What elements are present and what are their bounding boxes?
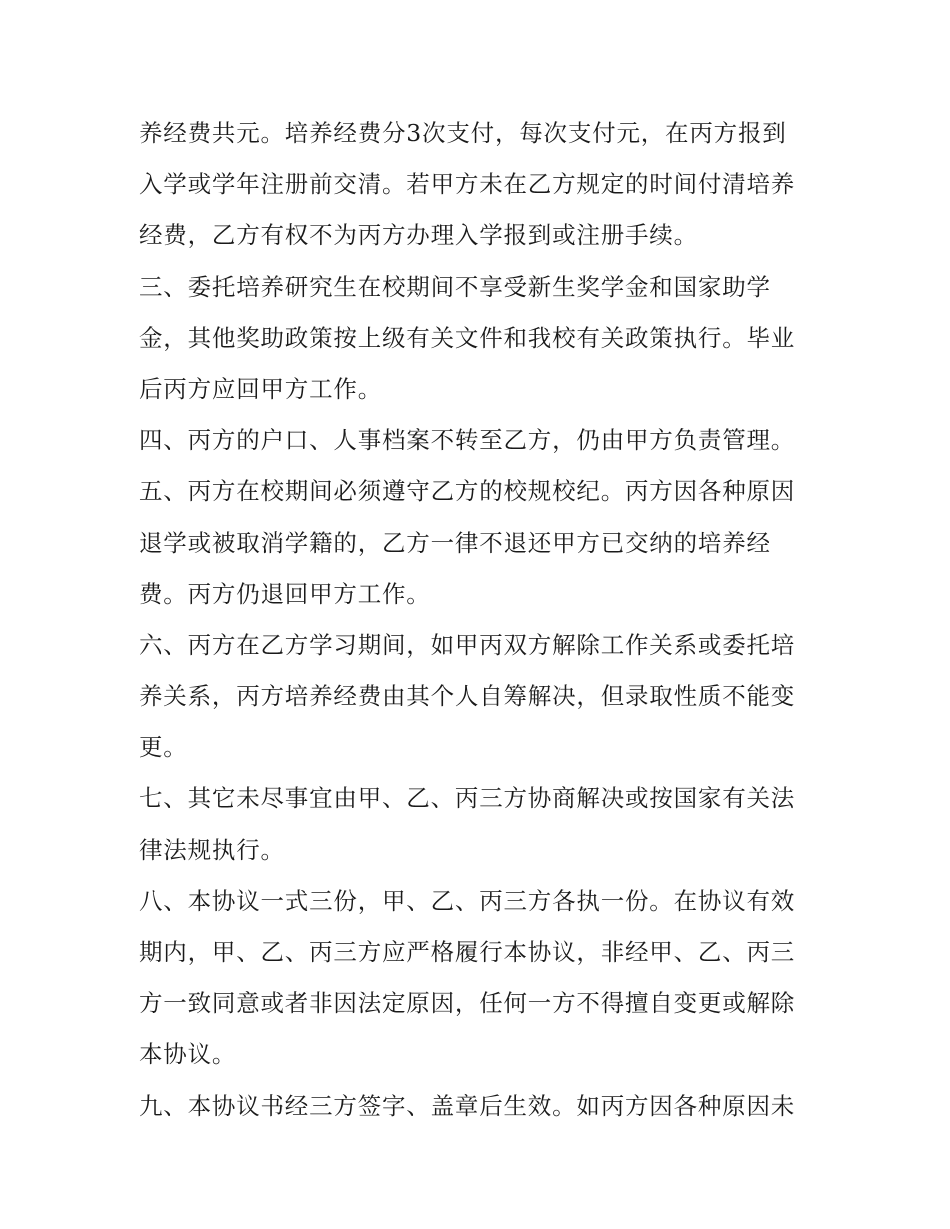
text-line: 四、丙方的户口、人事档案不转至乙方，仍由甲方负责管理。 bbox=[139, 426, 796, 455]
text-line: 六、丙方在乙方学习期间，如甲丙双方解除工作关系或委托培 bbox=[139, 630, 796, 659]
paragraph-clause-5 bbox=[139, 466, 819, 620]
text-line: 退学或被取消学籍的，乙方一律不退还甲方已交纳的培养经 bbox=[139, 528, 771, 557]
paragraph-clause-9 bbox=[139, 1081, 819, 1132]
paragraph-clause-7 bbox=[139, 773, 819, 875]
text-line: 八、本协议一式三份，甲、乙、丙三方各执一份。在协议有效 bbox=[139, 886, 796, 915]
paragraph-fee-payment bbox=[139, 108, 819, 262]
text-line: 费。丙方仍退回甲方工作。 bbox=[139, 579, 431, 608]
text-line: 入学或学年注册前交清。若甲方未在乙方规定的时间付清培养 bbox=[139, 170, 796, 199]
text-line: 经费，乙方有权不为丙方办理入学报到或注册手续。 bbox=[139, 221, 698, 250]
text-line: 方一致同意或者非因法定原因，任何一方不得擅自变更或解除 bbox=[139, 989, 796, 1018]
text-line: 养经费共元。培养经费分3次支付，每次支付元，在丙方报到 bbox=[139, 119, 787, 147]
text-line: 后丙方应回甲方工作。 bbox=[139, 374, 382, 403]
text-line: 金，其他奖助政策按上级有关文件和我校有关政策执行。毕业 bbox=[139, 323, 796, 352]
paragraph-clause-6 bbox=[139, 620, 819, 774]
text-line: 更。 bbox=[139, 733, 188, 762]
text-line: 期内，甲、乙、丙三方应严格履行本协议，非经甲、乙、丙三 bbox=[139, 938, 796, 966]
text-line: 三、委托培养研究生在校期间不享受新生奖学金和国家助学 bbox=[139, 272, 771, 301]
paragraph-clause-4 bbox=[139, 415, 819, 466]
text-line: 本协议。 bbox=[139, 1040, 237, 1069]
text-line: 五、丙方在校期间必须遵守乙方的校规校纪。丙方因各种原因 bbox=[139, 477, 796, 506]
paragraph-clause-3 bbox=[139, 262, 819, 416]
text-line: 九、本协议书经三方签字、盖章后生效。如丙方因各种原因未 bbox=[139, 1091, 796, 1120]
text-line: 七、其它未尽事宜由甲、乙、丙三方协商解决或按国家有关法 bbox=[139, 784, 796, 813]
text-line: 律法规执行。 bbox=[139, 835, 285, 864]
text-line: 养关系，丙方培养经费由其个人自筹解决，但录取性质不能变 bbox=[139, 682, 796, 711]
paragraph-clause-8 bbox=[139, 876, 819, 1081]
document-body bbox=[139, 108, 819, 1132]
